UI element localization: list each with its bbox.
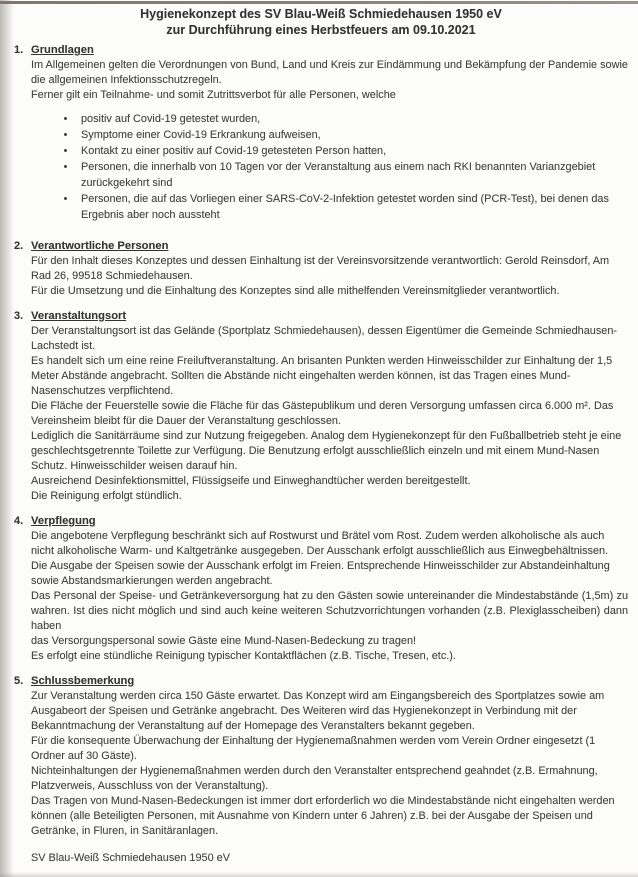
- paragraph: Für die Umsetzung und die Einhaltung des Konzeptes sind alle mithelfenden Vereinsmitglieder verantwortlich.: [31, 285, 560, 297]
- paragraph: Ausreichend Desinfektionsmittel, Flüssigseife und Einweghandtücher werden bereitgestellt.: [31, 475, 471, 487]
- paragraph: Es erfolgt eine stündliche Reinigung typischer Kontaktflächen (z.B. Tische, Tresen, etc.).: [31, 650, 456, 662]
- paragraph: Lediglich die Sanitärräume sind zur Nutzung freigegeben. Analog dem Hygienekonzept für den Fußballbetrieb steht je eine geschlechtsgetrennte Toilette zur Verfügung. Die Benutzung erfolgt ausschließlich einzeln und mit einem Mund-Nasen Schutz. Hinweisschilder weisen darauf hin.: [31, 430, 622, 472]
- paragraph: Das Tragen von Mund-Nasen-Bedeckungen ist immer dort erforderlich wo die Mindestabstände nicht eingehalten werden können (alle Beteiligten Personen, mit Ausnahme von Kindern unter 6 Jahren) z.B. bei der Ausgabe der Speisen und Getränke, in Fluren, in Sanitäranlagen.: [31, 795, 615, 837]
- section-heading: Schlussbemerkung: [31, 675, 135, 687]
- bullet-list: [31, 111, 628, 223]
- bullet-item: • Personen, die auf das Vorliegen einer SARS-CoV-2-Infektion getestet worden sind (PCR-Test), bei denen das Ergebnis aber noch aussteht: [77, 191, 628, 223]
- section-heading: Verpflegung: [31, 515, 96, 527]
- doc-title-line2: zur Durchführung eines Herbstfeuers am 09.10.2021: [166, 23, 476, 37]
- paragraph: Für den Inhalt dieses Konzeptes und dessen Einhaltung ist der Vereinsvorsitzende verantwortlich: Gerold Reinsdorf, Am Rad 26, 99518 Schmiedehausen.: [31, 255, 610, 282]
- paragraph: Die Ausgabe der Speisen sowie der Ausschank erfolgt im Freien. Entsprechende Hinweisschilder zur Abstandeinhaltung sowie Abstandsmarkierungen werden angebracht.: [31, 560, 610, 587]
- doc-title-line1: Hygienekonzept des SV Blau-Weiß Schmiedehausen 1950 eV: [140, 7, 502, 21]
- section-number: 3.: [14, 310, 24, 322]
- paragraph: Nichteinhaltungen der Hygienemaßnahmen werden durch den Veranstalter entsprechend geahndet (z.B. Ermahnung, Platzverweis, Ausschluss von der Veranstaltung).: [31, 765, 598, 792]
- section-verpflegung: [14, 514, 628, 664]
- section-number: 1.: [14, 44, 24, 56]
- paragraph: Das Personal der Speise- und Getränkeversorgung hat zu den Gästen sowie untereinander die Mindestabstände (1,5m) zu wahren. Ist dies nicht möglich und sind auch keine weiteren Schutzvorrichtungen vorhanden (z.B. Plexiglasscheiben) dann haben: [31, 590, 628, 632]
- section-number: 5.: [14, 675, 24, 687]
- bullet-item: • positiv auf Covid-19 getestet wurden,: [77, 111, 628, 127]
- section-veranstaltungsort: [14, 309, 628, 504]
- section-number: 2.: [14, 240, 24, 252]
- paragraph: Es handelt sich um eine reine Freiluftveranstaltung. An brisanten Punkten werden Hinweisschilder zur Einhaltung der 1,5 Meter Abstände angebracht. Sollten die Abstände nicht eingehalten werden können, ist das Tragen eines Mund-Nasenschutzes verpflichtend.: [31, 355, 613, 397]
- paragraph: Für die konsequente Überwachung der Einhaltung der Hygienemaßnahmen werden vom Verein Ordner eingesetzt (1 Ordner auf 30 Gäste).: [31, 735, 596, 762]
- scan-bottom-edge: [0, 872, 638, 877]
- paragraph: Der Veranstaltungsort ist das Gelände (Sportplatz Schmiedehausen), dessen Eigentümer die Gemeinde Schmiedhausen-Lachstedt ist.: [31, 325, 618, 352]
- bullet-item: • Kontakt zu einer positiv auf Covid-19 getesteten Person hatten,: [77, 143, 628, 159]
- doc-title: [14, 6, 628, 38]
- paragraph: Die angebotene Verpflegung beschränkt sich auf Rostwurst und Brätel vom Rost. Zudem werden alkoholische als auch nicht alkoholische Warm- und Kaltgetränke ausgegeben. Der Ausschank erfolgt ausschließlich aus Einwegbehältnissen.: [31, 530, 609, 557]
- paragraph: das Versorgungspersonal sowie Gäste eine Mund-Nasen-Bedeckung zu tragen!: [31, 635, 417, 647]
- paragraph: Die Reinigung erfolgt stündlich.: [31, 490, 182, 502]
- bullet-item: • Personen, die innerhalb von 10 Tagen vor der Veranstaltung aus einem nach RKI benannten Varianzgebiet zurückgekehrt sind: [77, 159, 628, 191]
- paragraph: Im Allgemeinen gelten die Verordnungen von Bund, Land und Kreis zur Eindämmung und Bekämpfung der Pandemie sowie die allgemeinen Infektionsschutzregeln.: [31, 59, 628, 86]
- bullet-item: • Symptome einer Covid-19 Erkrankung aufweisen,: [77, 127, 628, 143]
- section-heading: Verantwortliche Personen: [31, 240, 169, 252]
- section-heading: Veranstaltungsort: [31, 310, 127, 322]
- paragraph: Zur Veranstaltung werden circa 150 Gäste erwartet. Das Konzept wird am Eingangsbereich des Sportplatzes sowie am Ausgabeort der Speisen und Getränke angebracht. Des Weiteren wird das Hygienekonzept in Verbindung mit der Bekanntmachung der Veranstaltung auf der Homepage des Veranstalters bekannt gegeben.: [31, 690, 605, 732]
- paragraph: Ferner gilt ein Teilnahme- und somit Zutrittsverbot für alle Personen, welche: [31, 89, 396, 101]
- section-schlussbemerkung: [14, 674, 628, 839]
- section-heading: Grundlagen: [31, 44, 94, 56]
- doc-footer: SV Blau-Weiß Schmiedehausen 1950 eV: [31, 852, 230, 864]
- section-verantwortliche-personen: [14, 239, 628, 299]
- section-number: 4.: [14, 515, 24, 527]
- section-grundlagen: [14, 43, 628, 229]
- paragraph: Die Fläche der Feuerstelle sowie die Fläche für das Gästepublikum und deren Versorgung umfassen circa 6.000 m². Das Vereinsheim bleibt für die Dauer der Veranstaltung geschlossen.: [31, 400, 614, 427]
